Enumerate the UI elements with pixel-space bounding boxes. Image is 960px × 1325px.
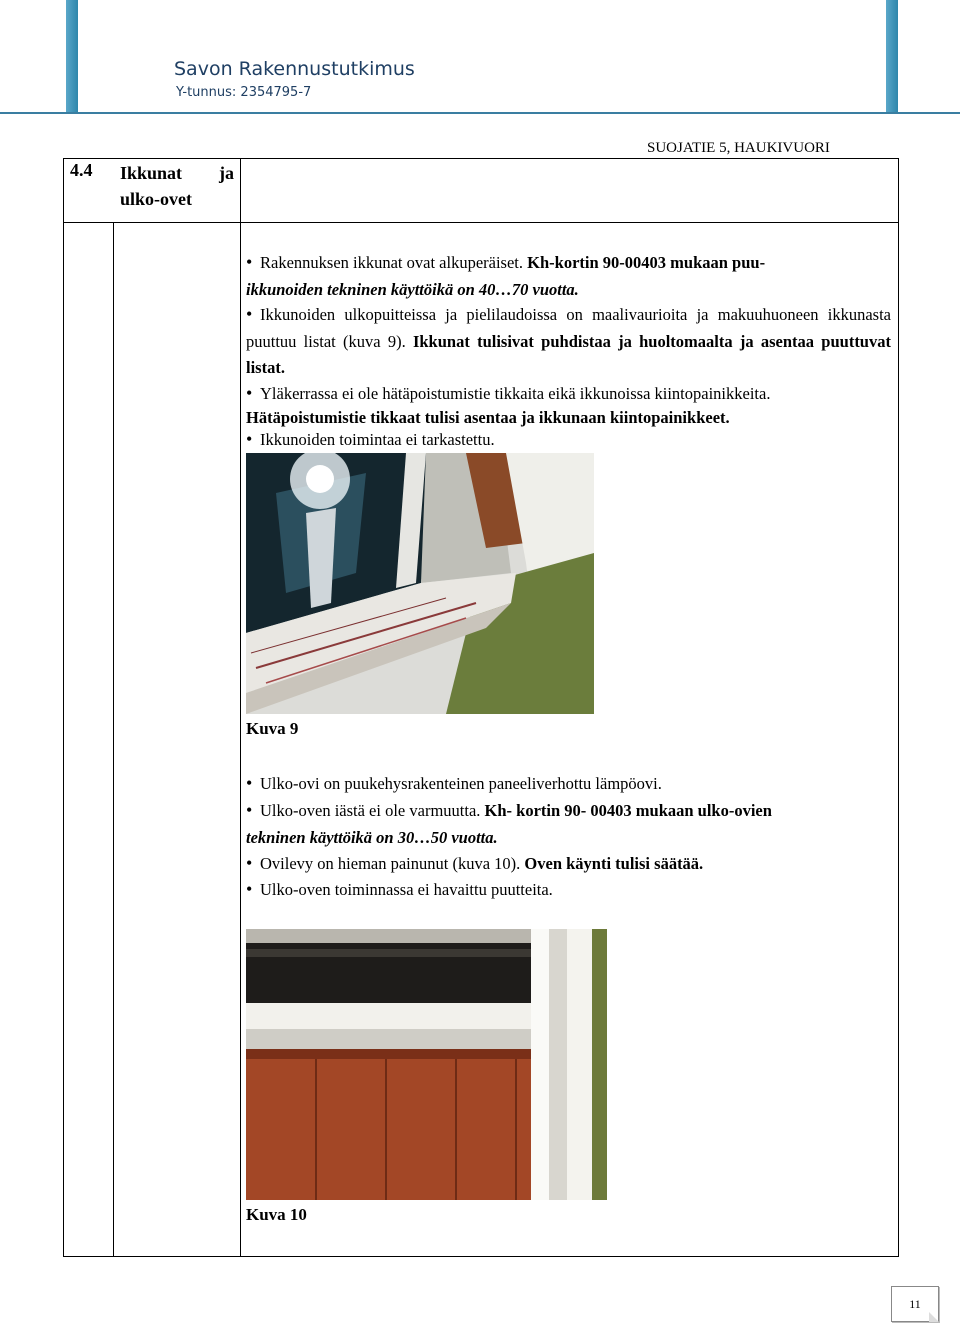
window-frame-photo bbox=[246, 453, 594, 714]
page-corner-fold-icon bbox=[929, 1312, 939, 1322]
header-divider bbox=[0, 112, 960, 114]
page-number-box bbox=[891, 1286, 939, 1322]
section-title-line1: Ikkunat bbox=[120, 163, 183, 183]
header-accent-bar-right bbox=[886, 0, 898, 114]
windows-paragraph-2: • Ikkunoiden ulkopuitteissa ja pielilaudoissa on maalivaurioita ja makuuhuoneen ikkunasta puuttuu listat (kuva 9). Ikkunat tulisivat puhdistaa ja huoltomaalta ja asentaa puuttuvat listat. bbox=[246, 301, 891, 382]
section-title bbox=[120, 160, 236, 212]
windows-paragraph-4: • Ikkunoiden toimintaa ei tarkastettu. bbox=[246, 426, 891, 454]
page-header bbox=[0, 0, 960, 114]
property-address: SUOJATIE 5, HAUKIVUORI bbox=[647, 140, 830, 156]
table-row-divider bbox=[63, 222, 899, 223]
doors-paragraph-3: • Ovilevy on hieman painunut (kuva 10). Oven käynti tulisi säätää. bbox=[246, 850, 891, 878]
windows-paragraph-1: • Rakennuksen ikkunat ovat alkuperäiset. Kh-kortin 90-00403 mukaan puu- ikkunoiden tekninen käyttöikä on 40…70 vuotta. bbox=[246, 249, 891, 303]
doors-paragraph-2: • Ulko-oven iästä ei ole varmuutta. Kh- kortin 90- 00403 mukaan ulko-ovien tekninen käyttöikä on 30…50 vuotta. bbox=[246, 797, 891, 851]
header-accent-bar-left bbox=[66, 0, 78, 114]
windows-paragraph-3: • Yläkerrassa ei ole hätäpoistumistie tikkaita eikä ikkunoissa kiintopainikkeita. Hätäpoistumistie tikkaat tulisi asentaa ja ikkunaan kiintopainikkeet. bbox=[246, 381, 891, 430]
company-name: Savon Rakennustutkimus bbox=[174, 58, 415, 80]
table-header-top-left bbox=[63, 158, 241, 159]
section-title-ja: ja bbox=[219, 163, 234, 183]
table-column-divider-inner bbox=[113, 222, 114, 1257]
doors-paragraph-1: • Ulko-ovi on puukehysrakenteinen paneeliverhottu lämpöovi. bbox=[246, 770, 891, 798]
section-number: 4.4 bbox=[70, 160, 93, 180]
table-column-divider bbox=[240, 158, 241, 1257]
section-title-line2: ulko-ovet bbox=[120, 189, 192, 209]
page-number: 11 bbox=[909, 1297, 921, 1311]
business-id: Y-tunnus: 2354795-7 bbox=[176, 85, 312, 100]
door-photo bbox=[246, 929, 607, 1200]
doors-paragraph-4: • Ulko-oven toiminnassa ei havaittu puutteita. bbox=[246, 876, 891, 904]
photo-caption-10: Kuva 10 bbox=[246, 1205, 307, 1224]
photo-caption-9: Kuva 9 bbox=[246, 719, 299, 738]
